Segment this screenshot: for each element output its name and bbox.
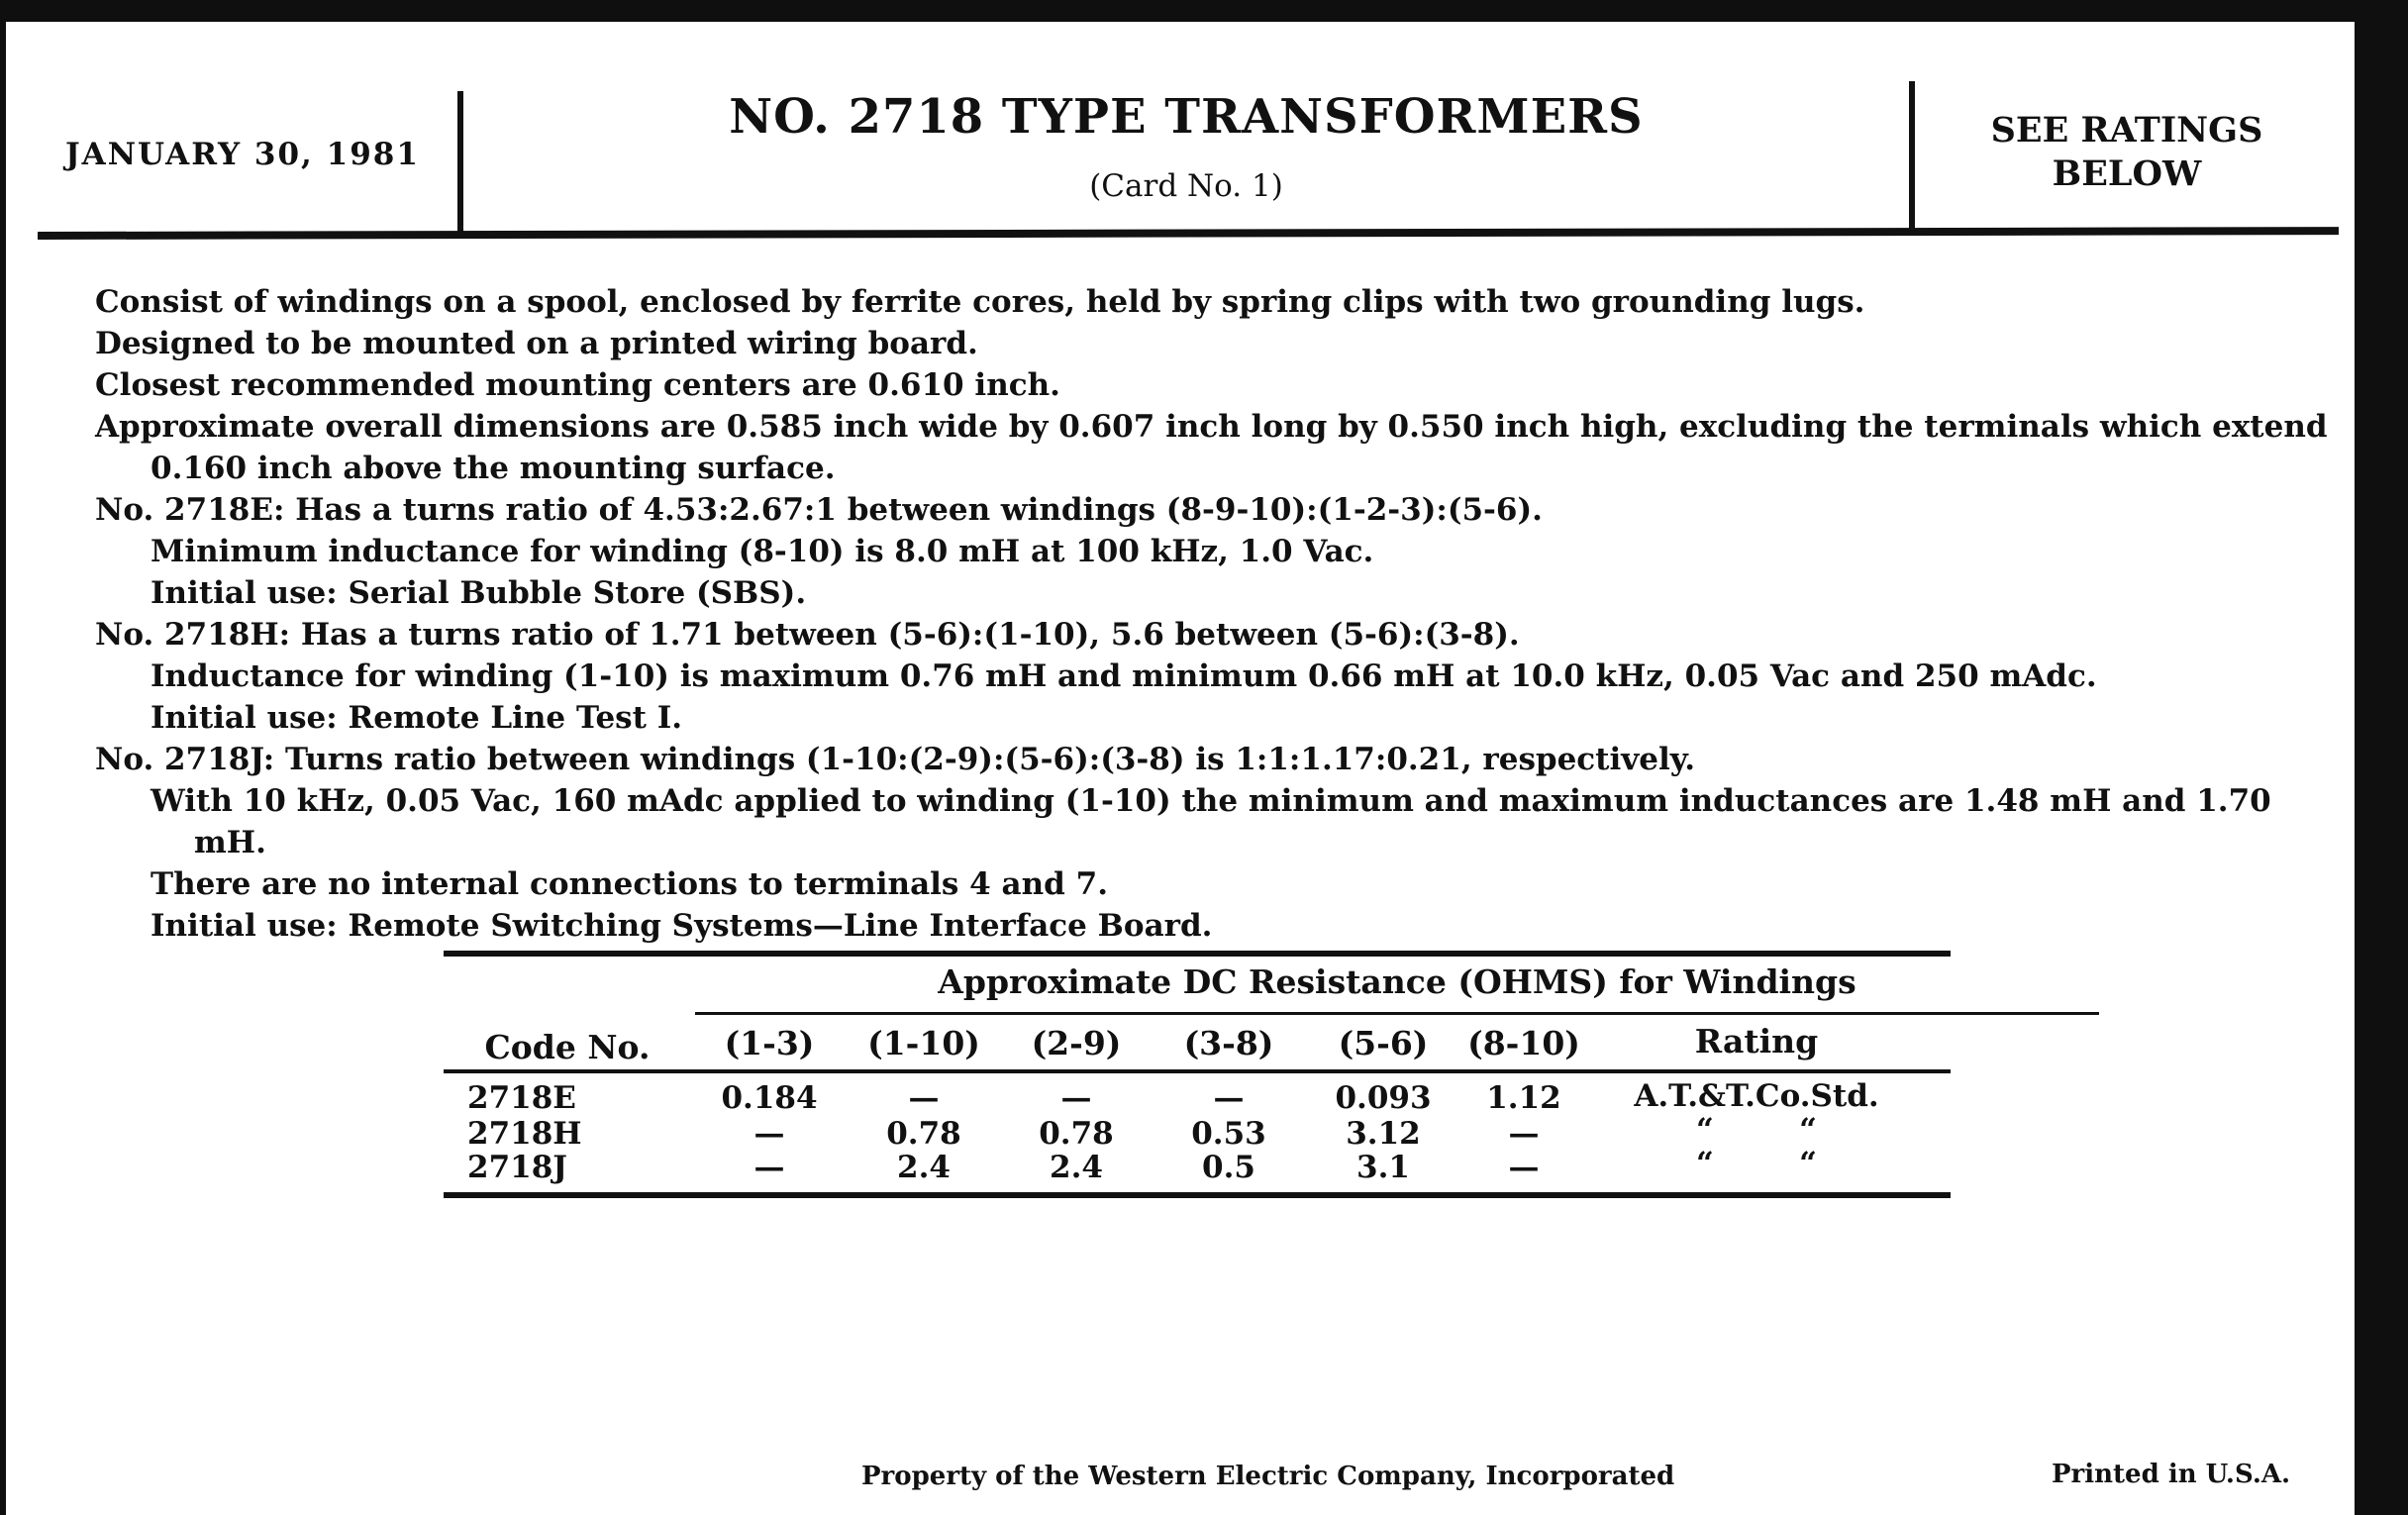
table-cell-code: 2718E (467, 1080, 576, 1116)
description-construction: Consist of windings on a spool, enclosed by ferrite cores, held by spring clips with two grounding lugs. (95, 284, 1865, 320)
header-rule (38, 227, 2339, 240)
table-cell-code: 2718J (467, 1150, 567, 1185)
table-cell: 1.12 (1486, 1080, 1561, 1116)
scan-border-top (0, 0, 2408, 22)
spec-2718j-terminals: There are no internal connections to terminals 4 and 7. (150, 866, 1108, 902)
table-cell: — (753, 1150, 785, 1185)
table-cell: 0.78 (1039, 1116, 1114, 1152)
ratings-note-line2: BELOW (2052, 153, 2202, 194)
table-cell-rating: “ “ (1695, 1146, 1817, 1181)
description-body (95, 281, 2343, 947)
column-header-rating: Rating (1694, 1022, 1819, 1060)
table-cell: 0.093 (1335, 1080, 1432, 1116)
spec-2718h-use: Initial use: Remote Line Test I. (150, 700, 683, 736)
table-spanner-rule (695, 1012, 2099, 1015)
table-spanner-heading: Approximate DC Resistance (OHMS) for Windings (938, 962, 1856, 1001)
scan-border-left (0, 0, 6, 1515)
ratings-note-line1: SEE RATINGS (1990, 110, 2263, 151)
description-centers: Closest recommended mounting centers are 0.610 inch. (95, 367, 1060, 403)
column-header-2-9: (2-9) (1031, 1024, 1122, 1062)
spec-2718j-ratio: No. 2718J: Turns ratio between windings (1-10:(2-9):(5-6):(3-8) is 1:1:1.17:0.21, respectively. (95, 742, 1696, 777)
card-number: (Card No. 1) (1089, 168, 1283, 204)
table-top-rule (444, 951, 1951, 957)
printed-notice: Printed in U.S.A. (2052, 1460, 2291, 1489)
table-cell: — (1060, 1080, 1092, 1116)
spec-2718e-inductance: Minimum inductance for winding (8-10) is 8.0 mH at 100 kHz, 1.0 Vac. (150, 534, 1374, 569)
table-cell: — (1508, 1150, 1540, 1185)
table-cell: — (908, 1080, 940, 1116)
table-cell: 2.4 (1050, 1150, 1103, 1185)
scan-border-right (2355, 0, 2408, 1515)
ratings-note (1919, 109, 2335, 196)
table-cell: 0.78 (886, 1116, 961, 1152)
table-cell-code: 2718H (467, 1116, 582, 1152)
column-header-8-10: (8-10) (1467, 1024, 1580, 1062)
table-cell: 2.4 (897, 1150, 951, 1185)
table-cell: 3.1 (1356, 1150, 1410, 1185)
column-header-5-6: (5-6) (1338, 1024, 1429, 1062)
table-bottom-rule (444, 1192, 1951, 1198)
header-divider-right (1909, 81, 1915, 230)
table-cell: 3.12 (1346, 1116, 1421, 1152)
spec-2718e-ratio: No. 2718E: Has a turns ratio of 4.53:2.67:1 between windings (8-9-10):(1-2-3):(5-6). (95, 492, 1543, 528)
table-cell: — (753, 1116, 785, 1152)
table-cell: 0.53 (1191, 1116, 1266, 1152)
description-dimensions: Approximate overall dimensions are 0.585 inch wide by 0.607 inch long by 0.550 inch high, excluding the terminals which extend 0.160 inch above the mounting surface. (95, 409, 2328, 486)
column-header-code: Code No. (484, 1028, 651, 1066)
table-cell: 0.184 (721, 1080, 818, 1116)
table-cell: 0.5 (1202, 1150, 1255, 1185)
table-cell: — (1508, 1116, 1540, 1152)
column-header-1-3: (1-3) (724, 1024, 815, 1062)
table-cell-rating: A.T.&T.Co.Std. (1634, 1078, 1879, 1114)
table-cell: — (1213, 1080, 1245, 1116)
column-header-3-8: (3-8) (1183, 1024, 1274, 1062)
spec-2718e-use: Initial use: Serial Bubble Store (SBS). (150, 575, 807, 611)
column-header-1-10: (1-10) (867, 1024, 980, 1062)
table-header-rule (444, 1069, 1951, 1073)
table-cell-rating: “ “ (1695, 1112, 1817, 1148)
spec-2718h-inductance: Inductance for winding (1-10) is maximum 0.76 mH and minimum 0.66 mH at 10.0 kHz, 0.05 Vac and 250 mAdc. (150, 658, 2097, 694)
description-mounting: Designed to be mounted on a printed wiring board. (95, 326, 978, 361)
spec-2718j-use: Initial use: Remote Switching Systems—Line Interface Board. (150, 908, 1213, 944)
spec-2718j-inductance: With 10 kHz, 0.05 Vac, 160 mAdc applied to winding (1-10) the minimum and maximum inductances are 1.48 mH and 1.70 mH. (150, 783, 2271, 860)
property-notice: Property of the Western Electric Company, Incorporated (861, 1462, 1675, 1491)
page-title: NO. 2718 TYPE TRANSFORMERS (729, 89, 1644, 145)
issue-date: JANUARY 30, 1981 (65, 137, 420, 172)
spec-2718h-ratio: No. 2718H: Has a turns ratio of 1.71 between (5-6):(1-10), 5.6 between (5-6):(3-8). (95, 617, 1520, 653)
resistance-table (444, 949, 1951, 1206)
